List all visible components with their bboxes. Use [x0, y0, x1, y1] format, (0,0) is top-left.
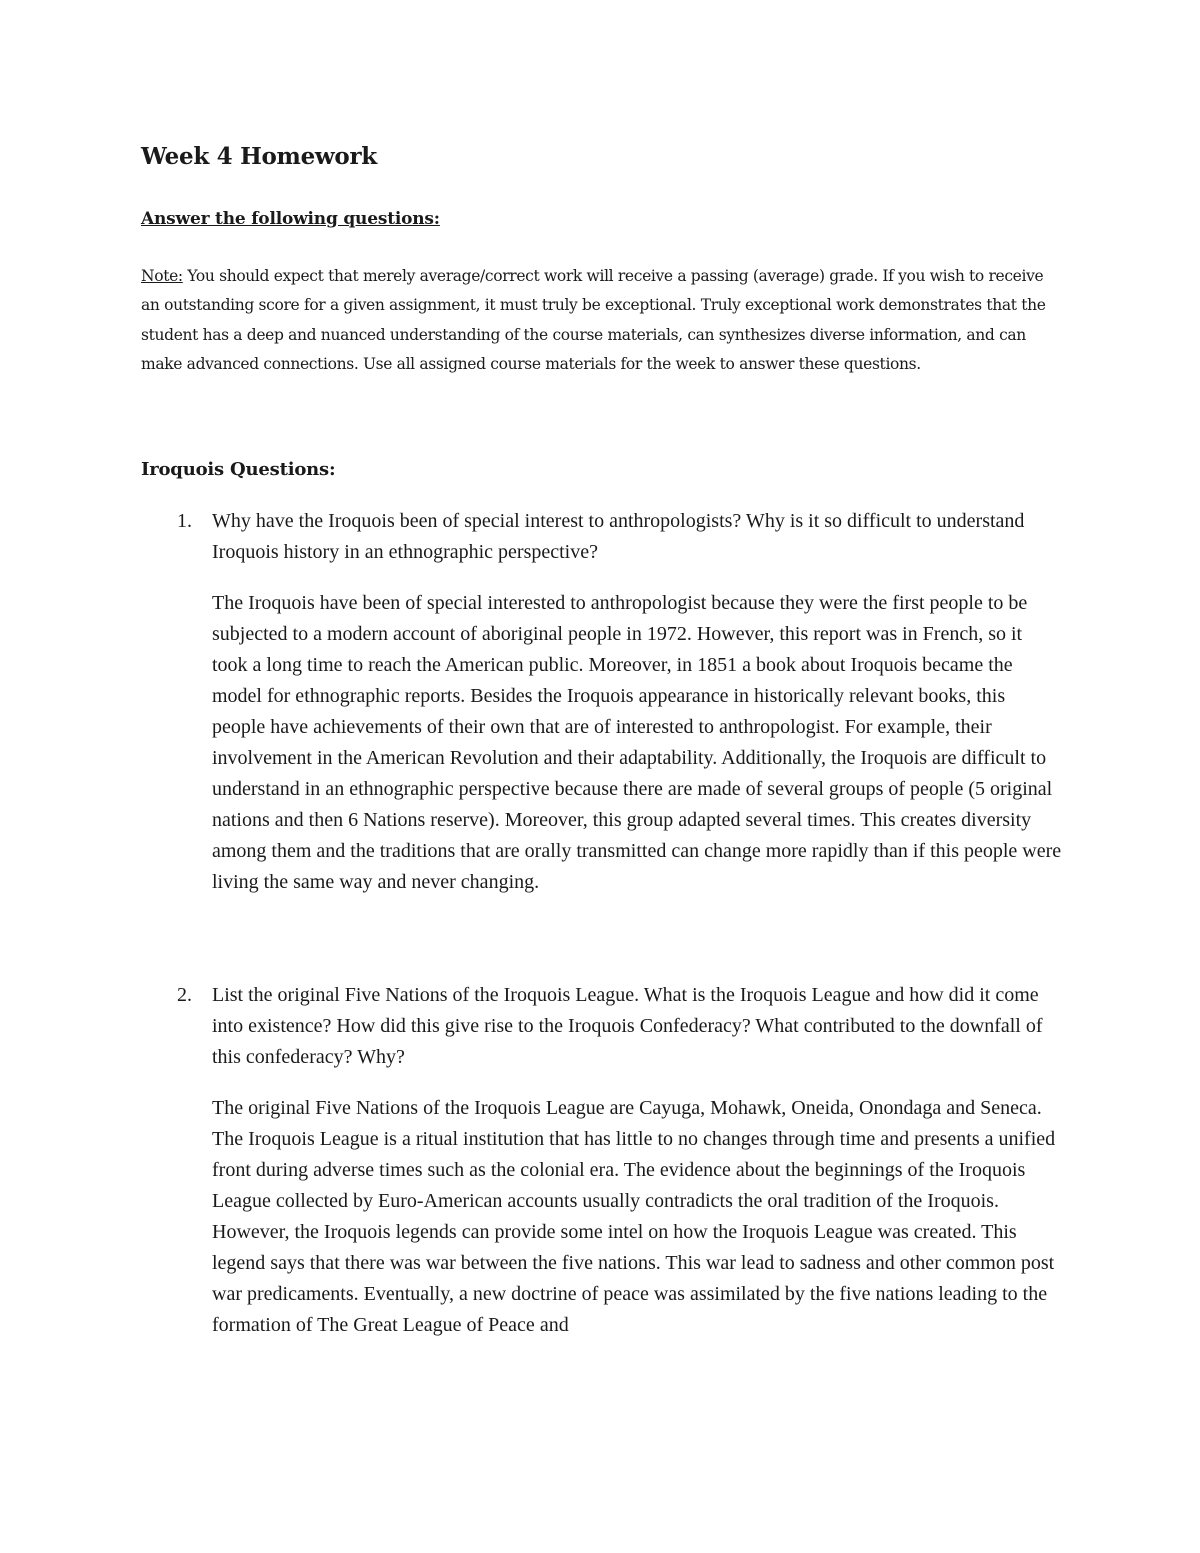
question-number: 2.	[177, 984, 192, 1006]
note-paragraph	[141, 262, 1066, 380]
section-heading: Iroquois Questions:	[141, 459, 336, 480]
answer-text: The Iroquois have been of special interested to anthropologist because they were the first people to be subjected to a modern account of aboriginal people in 1972. However, this report was in French, so it took a long time to reach the American public. Moreover, in 1851 a book about Iroquois became the model for ethnographic reports. Besides the Iroquois appearance in historically relevant books, this people have achievements of their own that are of interested to anthropologist. For example, their involvement in the American Revolution and their adaptability. Additionally, the Iroquois are difficult to understand in an ethnographic perspective because there are made of several groups of people (5 original nations and then 6 Nations reserve). Moreover, this group adapted several times. This creates diversity among them and the traditions that are orally transmitted can change more rapidly than if this people were living the same way and never changing.	[212, 592, 1062, 893]
document-title: Week 4 Homework	[141, 143, 377, 170]
question-text: Why have the Iroquois been of special interest to anthropologists? Why is it so difficult to understand Iroquois history in an ethnographic perspective?	[212, 510, 1025, 563]
question-text: List the original Five Nations of the Iroquois League. What is the Iroquois League and how did it come into existence? How did this give rise to the Iroquois Confederacy? What contributed to the downfall of this confederacy? Why?	[212, 984, 1043, 1068]
question-item	[141, 506, 1066, 898]
question-item	[141, 980, 1066, 1341]
instructions-heading: Answer the following questions:	[141, 209, 440, 229]
question-number: 1.	[177, 510, 192, 532]
answer-text: The original Five Nations of the Iroquois League are Cayuga, Mohawk, Oneida, Onondaga and Seneca. The Iroquois League is a ritual institution that has little to no changes through time and presents a unified front during adverse times such as the colonial era. The evidence about the beginnings of the Iroquois League collected by Euro-American accounts usually contradicts the oral tradition of the Iroquois. However, the Iroquois legends can provide some intel on how the Iroquois League was created. This legend says that there was war between the five nations. This war lead to sadness and other common post war predicaments. Eventually, a new doctrine of peace was assimilated by the five nations leading to the formation of The Great League of Peace and	[212, 1097, 1056, 1336]
note-text: You should expect that merely average/correct work will receive a passing (average) grade. If you wish to receive an outstanding score for a given assignment, it must truly be exceptional. Truly exceptional work demonstrates that the student has a deep and nuanced understanding of the course materials, can synthesizes diverse information, and can make advanced connections. Use all assigned course materials for the week to answer these questions.	[141, 267, 1046, 374]
note-label: Note:	[141, 267, 183, 285]
